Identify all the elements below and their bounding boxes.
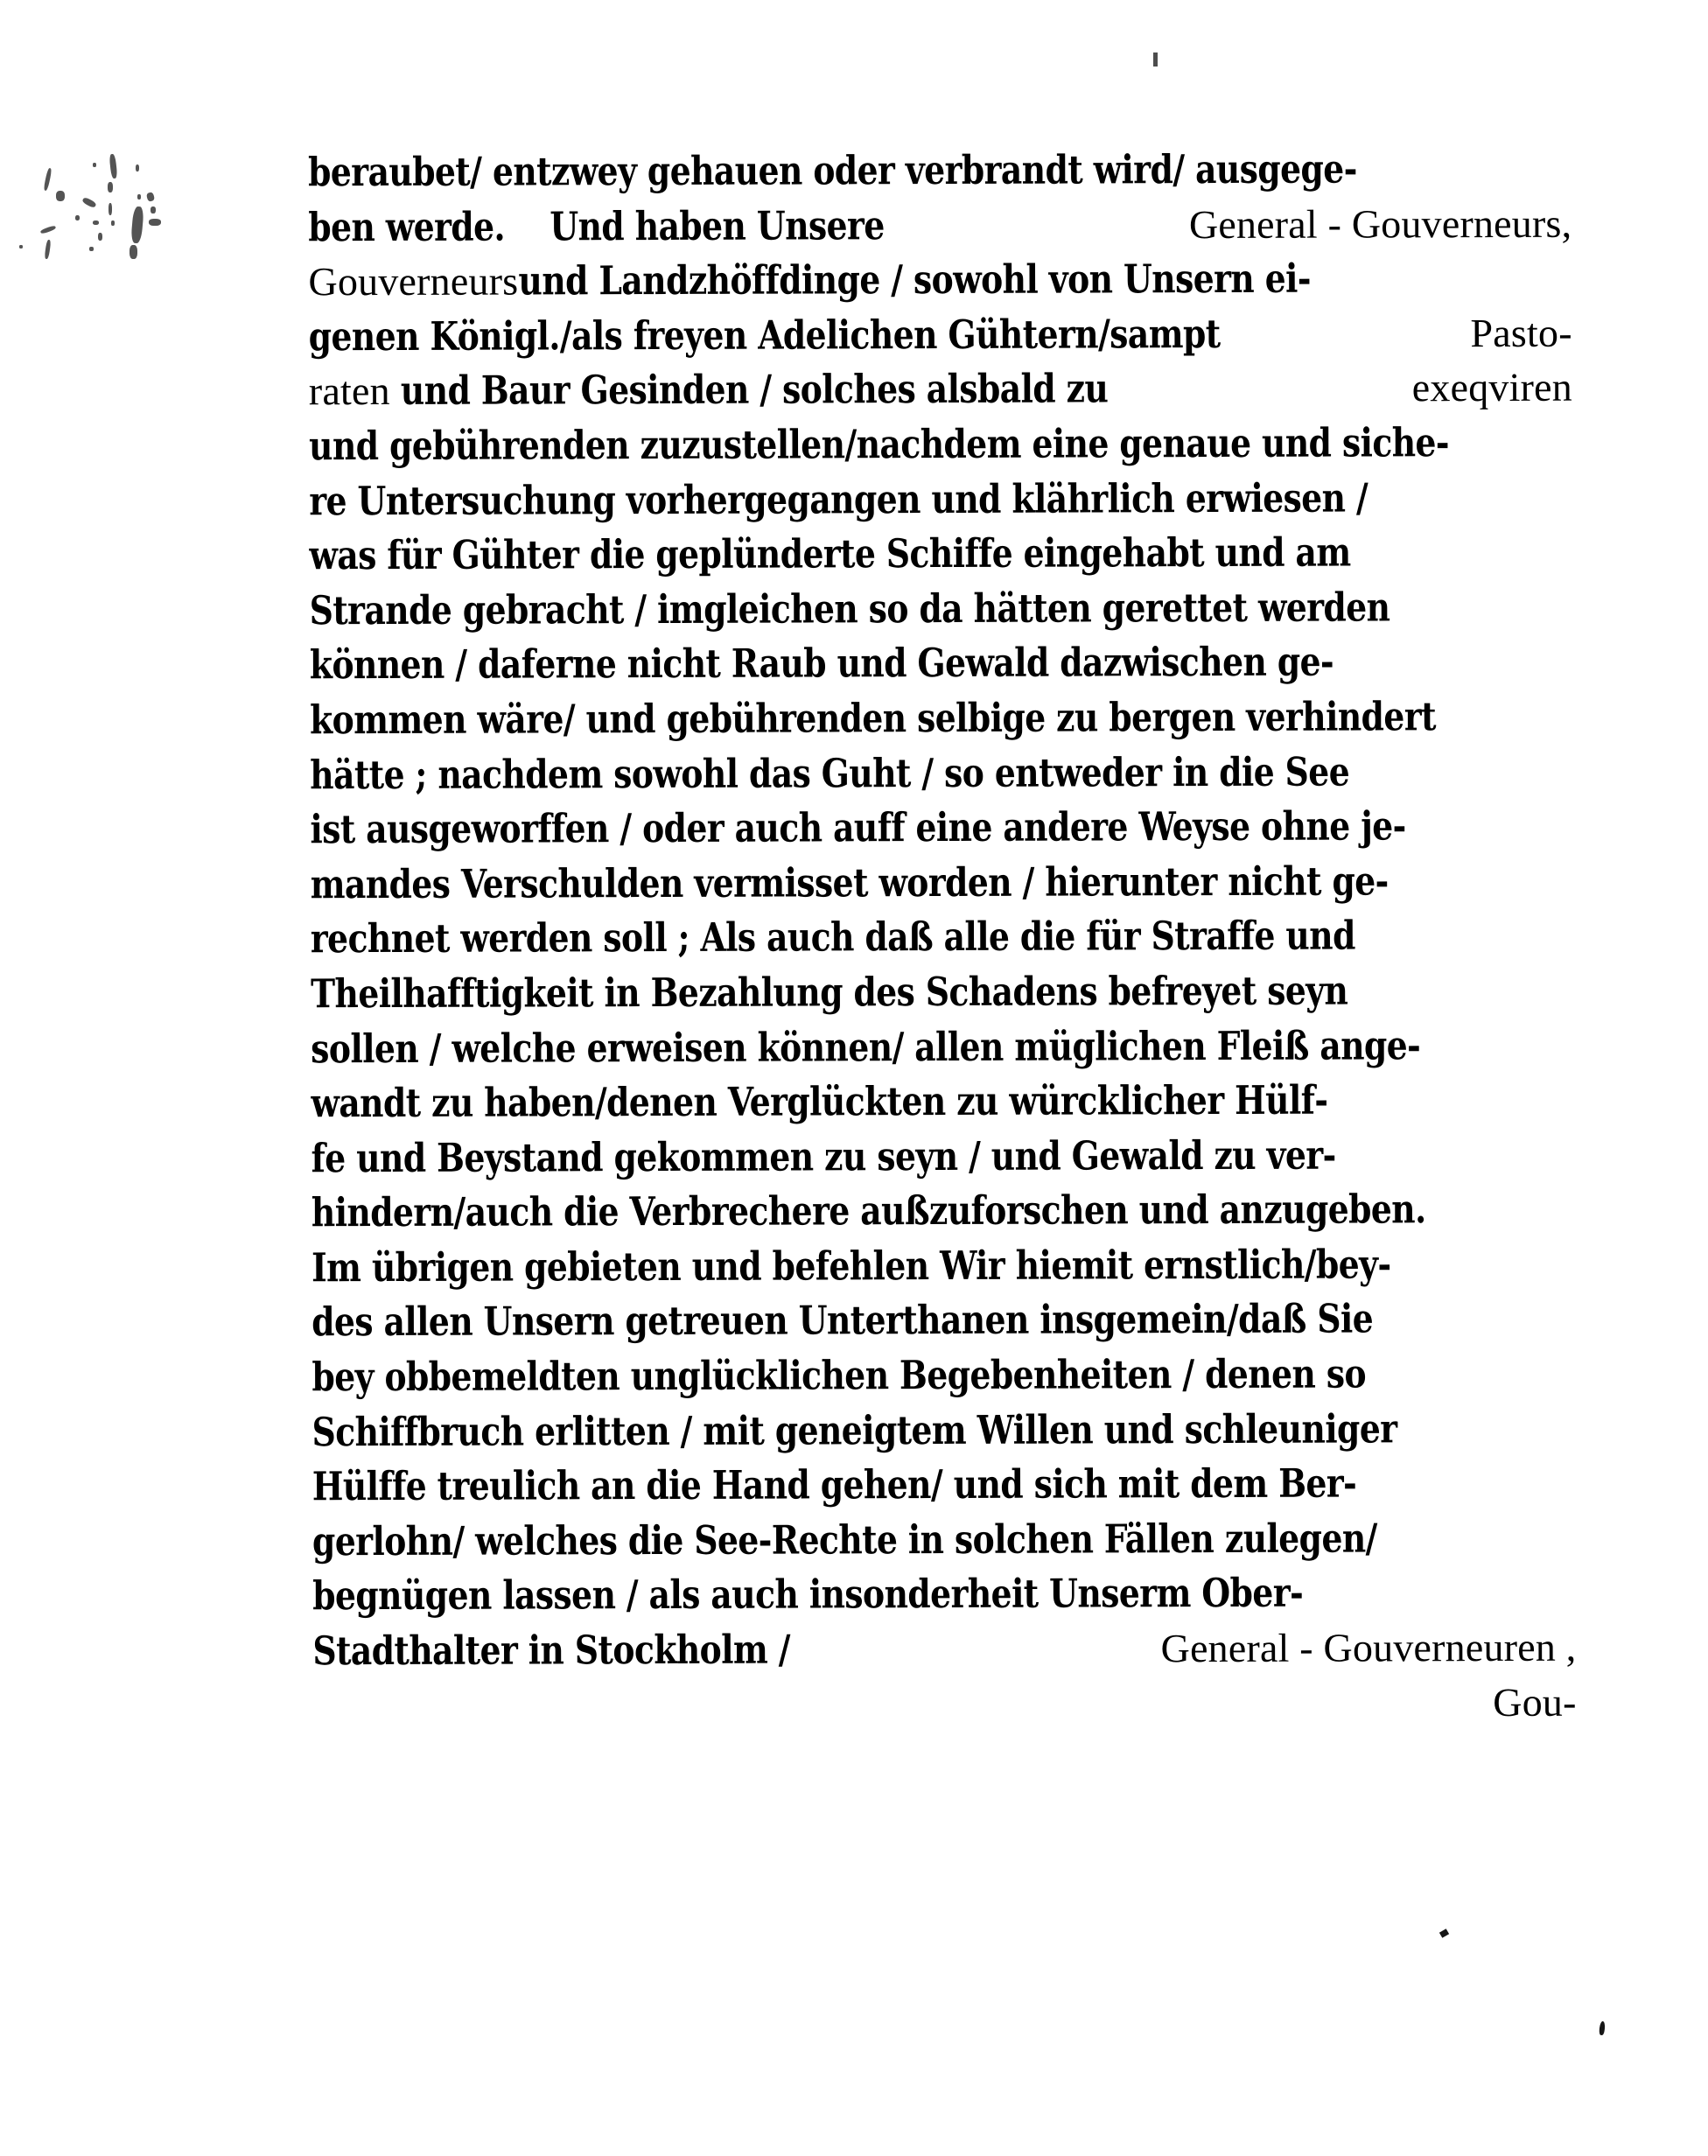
text-line: [309, 310, 1572, 368]
line-text: kommen wäre/ und gebührenden selbige zu bergen verhindert: [309, 693, 1436, 744]
text-line: [308, 145, 1572, 204]
line-text: re Untersuchung vorhergegangen und klährlich erwiesen /: [309, 474, 1368, 524]
line-text: können / daferne nicht Raub und Gewald dazwischen ge‐: [309, 638, 1334, 689]
text-line: [312, 1624, 1576, 1683]
latin-run: General - Gouverneuren ,: [1160, 1624, 1577, 1671]
line-text: bey obbemeldten unglücklichen Begebenheiten / denen so: [312, 1350, 1367, 1401]
latin-run: General - Gouverneurs,: [1188, 200, 1572, 247]
text-line: [312, 1130, 1575, 1189]
latin-run: exeqviren: [1411, 365, 1572, 410]
line-text: sollen / welche erweisen können/ allen müglichen Fleiß ange‐: [311, 1021, 1421, 1072]
text-line: [312, 1350, 1575, 1409]
text-line: [311, 967, 1574, 1026]
text-line: [312, 1569, 1576, 1628]
text-line: [311, 857, 1574, 915]
line-text: beraubet/ entzwey gehauen oder verbrandt wird/ ausgege‐: [308, 145, 1357, 196]
scan-stray-mark-top: [1153, 52, 1158, 66]
text-line: [311, 912, 1574, 970]
line-text: hätte ; nachdem sowohl das Guht / so entweder in die See: [310, 748, 1350, 798]
document-text-block: [308, 145, 1577, 1738]
line-text: Strande gebracht / imgleichen so da hätten gerettet werden: [309, 584, 1390, 634]
line-text: was für Gühter die geplünderte Schiffe eingehabt und am: [309, 528, 1351, 579]
scan-speckle-artifact: [18, 131, 228, 280]
text-line: [308, 255, 1572, 313]
line-text: und Baur Gesinden / solches alsbald zu: [400, 365, 1119, 415]
text-line: [312, 1241, 1575, 1299]
text-line: [310, 802, 1573, 861]
text-line: [311, 1021, 1574, 1080]
scan-stray-mark-lower-right: [1599, 2021, 1606, 2036]
catchword-text: Gou-: [1493, 1679, 1577, 1725]
latin-run: raten: [308, 368, 401, 414]
line-text: Theilhafftigkeit in Bezahlung des Schadens befreyet seyn: [310, 967, 1348, 1018]
line-text: mandes Verschulden vermisset worden / hierunter nicht ge‐: [310, 858, 1389, 907]
scan-stray-mark-lower-left: [1439, 1928, 1449, 1938]
text-line: [311, 1076, 1574, 1135]
text-line: [312, 1460, 1576, 1518]
line-text: und gebührenden zuzustellen/nachdem eine genaue und siche‐: [308, 419, 1450, 470]
line-text: Und haben Unsere: [549, 201, 895, 249]
line-text: ist ausgeworffen / oder auch auff eine andere Weyse ohne je‐: [310, 802, 1406, 853]
text-line: [312, 1186, 1575, 1244]
text-line: [308, 200, 1572, 258]
line-text: gerlohn/ welches die See‐Rechte in solchen Fällen zulegen/: [312, 1515, 1377, 1565]
line-text: des allen Unsern getreuen Unterthanen insgemein/daß Sie: [312, 1295, 1374, 1346]
line-text: Hülffe treulich an die Hand gehen/ und sich mit dem Ber‐: [312, 1460, 1357, 1510]
line-text: fe und Beystand gekommen zu seyn / und Gewald zu ver‐: [311, 1131, 1336, 1181]
text-line: [310, 583, 1573, 641]
line-text: Schiffbruch erlitten / mit geneigtem Willen und schleuniger: [312, 1405, 1397, 1455]
latin-run: Gouverneurs: [308, 258, 519, 304]
text-line: [310, 693, 1573, 752]
text-line: [310, 638, 1573, 696]
line-text: wandt zu haben/denen Verglückten zu würcklicher Hülf‐: [311, 1076, 1328, 1127]
text-line: [310, 747, 1573, 806]
line-text: genen Königl./als freyen Adelichen Gühtern/sampt: [308, 310, 1232, 360]
line-text: hindern/auch die Verbrechere außzuforschen und anzugeben.: [311, 1186, 1426, 1236]
catchword: [313, 1678, 1577, 1737]
text-line: [312, 1295, 1575, 1354]
text-line: [309, 419, 1572, 478]
line-text: Im übrigen gebieten und befehlen Wir hiemit ernstlich/bey‐: [311, 1241, 1391, 1292]
line-text: Stadthalter in Stockholm /: [312, 1626, 802, 1675]
line-text: ben werde.: [308, 203, 506, 250]
text-line: [312, 1404, 1576, 1463]
text-line: [309, 473, 1572, 532]
latin-run: Pasto‐: [1470, 310, 1572, 355]
line-text: rechnet werden soll ; Als auch daß alle die für Straffe und: [310, 912, 1355, 962]
text-line: [309, 364, 1572, 423]
text-line: [309, 528, 1572, 587]
line-text: begnügen lassen / als auch insonderheit Unserm Ober‐: [312, 1570, 1304, 1620]
line-text: und Landzhöffdinge / sowohl von Unsern ei‐: [518, 255, 1311, 304]
text-line: [312, 1515, 1576, 1573]
